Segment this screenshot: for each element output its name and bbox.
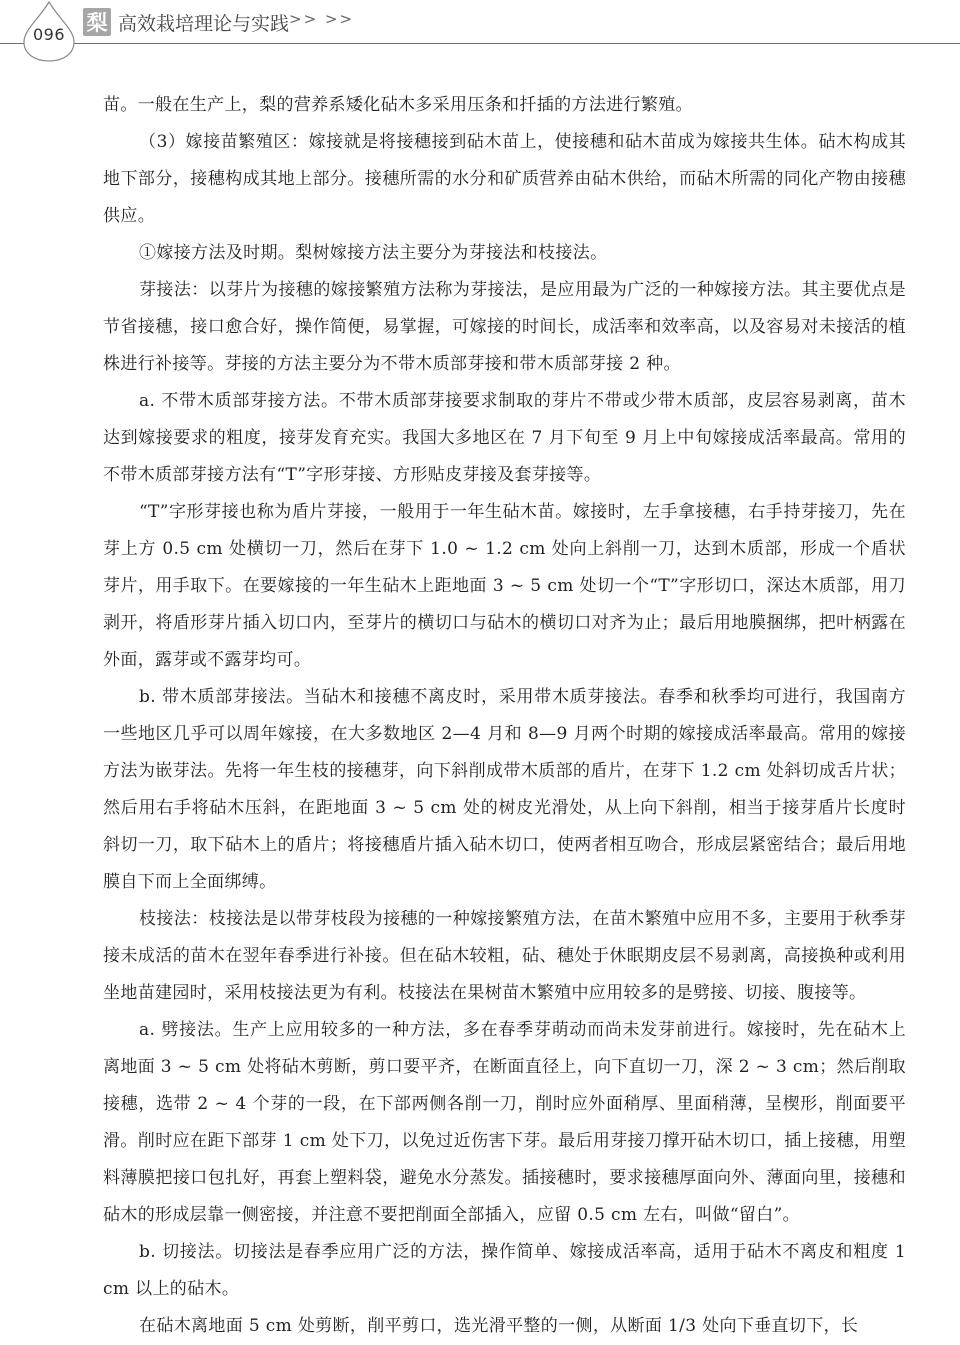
paragraph: a. 劈接法。生产上应用较多的一种方法，多在春季芽萌动而尚未发芽前进行。嫁接时，先在砧木上离地面 3 ~ 5 cm 处将砧木剪断，剪口要平齐，在断面直径上，向下直切一刀，深 2 ~ 3 cm；然后削取接穗，选带 2 ~ 4 个芽的一段，在下部两侧各削一刀，削时应外面稍厚、里面稍薄，呈楔形，削面要平滑。削时应在距下部芽 1 cm 处下刀，以免过近伤害下芽。最后用芽接刀撑开砧木切口，插上接穗，用塑料薄膜把接口包扎好，再套上塑料袋，避免水分蒸发。插接穗时，要求接穗厚面向外、薄面向里，接穗和砧木的形成层靠一侧密接，并注意不要把削面全部插入，应留 0.5 cm 左右，叫做“留白”。 [103,1020,906,1225]
header-arrows: >> >> [289,10,355,28]
paragraph: 芽接法：以芽片为接穗的嫁接繁殖方法称为芽接法，是应用最为广泛的一种嫁接方法。其主要优点是节省接穗，接口愈合好，操作简便，易掌握，可嫁接的时间长，成活率和效率高，以及容易对未接活的植株进行补接等。芽接的方法主要分为不带木质部芽接和带木质部芽接 2 种。 [103,280,906,374]
paragraph: 在砧木离地面 5 cm 处剪断，削平剪口，选光滑平整的一侧，从断面 1/3 处向下垂直切下，长 [139,1316,859,1336]
page-body [103,87,906,1345]
paragraph: 苗。一般在生产上，梨的营养系矮化砧木多采用压条和扦插的方法进行繁殖。 [103,95,693,115]
page-number: 096 [32,25,66,44]
paragraph: 枝接法：枝接法是以带芽枝段为接穗的一种嫁接繁殖方法，在苗木繁殖中应用不多，主要用于秋季芽接未成活的苗木在翌年春季进行补接。但在砧木较粗，砧、穗处于休眠期皮层不易剥离，高接换种或利用坐地苗建园时，采用枝接法更为有利。枝接法在果树苗木繁殖中应用较多的是劈接、切接、腹接等。 [103,909,906,1003]
paragraph: （3）嫁接苗繁殖区：嫁接就是将接穗接到砧木苗上，使接穗和砧木苗成为嫁接共生体。砧木构成其地下部分，接穗构成其地上部分。接穗所需的水分和矿质营养由砧木供给，而砧木所需的同化产物由接穗供应。 [103,132,906,226]
header-rule [0,43,960,44]
paragraph: “T”字形芽接也称为盾片芽接，一般用于一年生砧木苗。嫁接时，左手拿接穗，右手持芽接刀，先在芽上方 0.5 cm 处横切一刀，然后在芽下 1.0 ~ 1.2 cm 处向上斜削一刀，达到木质部，形成一个盾状芽片，用手取下。在要嫁接的一年生砧木上距地面 3 ~ 5 cm 处切一个“T”字形切口，深达木质部，用刀剥开，将盾形芽片插入切口内，至芽片的横切口与砧木的横切口对齐为止；最后用地膜捆绑，把叶柄露在外面，露芽或不露芽均可。 [103,502,906,670]
book-title: 高效栽培理论与实践 [118,13,290,35]
paragraph: b. 带木质部芽接法。当砧木和接穗不离皮时，采用带木质芽接法。春季和秋季均可进行，我国南方一些地区几乎可以周年嫁接，在大多数地区 2—4 月和 8—9 月两个时期的嫁接成活率最高。常用的嫁接方法为嵌芽法。先将一年生枝的接穗芽，向下斜削成带木质部的盾片，在芽下 1.2 cm 处斜切成舌片状；然后用右手将砧木压斜，在距地面 3 ~ 5 cm 处的树皮光滑处，从上向下斜削，相当于接芽盾片长度时斜切一刀，取下砧木上的盾片；将接穗盾片插入砧木切口，使两者相互吻合，形成层紧密结合；最后用地膜自下而上全面绑缚。 [103,687,906,892]
pear-logo-icon: 梨 [83,8,111,36]
paragraph: b. 切接法。切接法是春季应用广泛的方法，操作简单、嫁接成活率高，适用于砧木不离皮和粗度 1 cm 以上的砧木。 [103,1242,906,1299]
paragraph: ①嫁接方法及时期。梨树嫁接方法主要分为芽接法和枝接法。 [139,243,608,263]
paragraph: a. 不带木质部芽接方法。不带木质部芽接要求制取的芽片不带或少带木质部，皮层容易剥离，苗木达到嫁接要求的粗度，接芽发育充实。我国大多地区在 7 月下旬至 9 月上中旬嫁接成活率最高。常用的不带木质部芽接方法有“T”字形芽接、方形贴皮芽接及套芽接等。 [103,391,906,485]
